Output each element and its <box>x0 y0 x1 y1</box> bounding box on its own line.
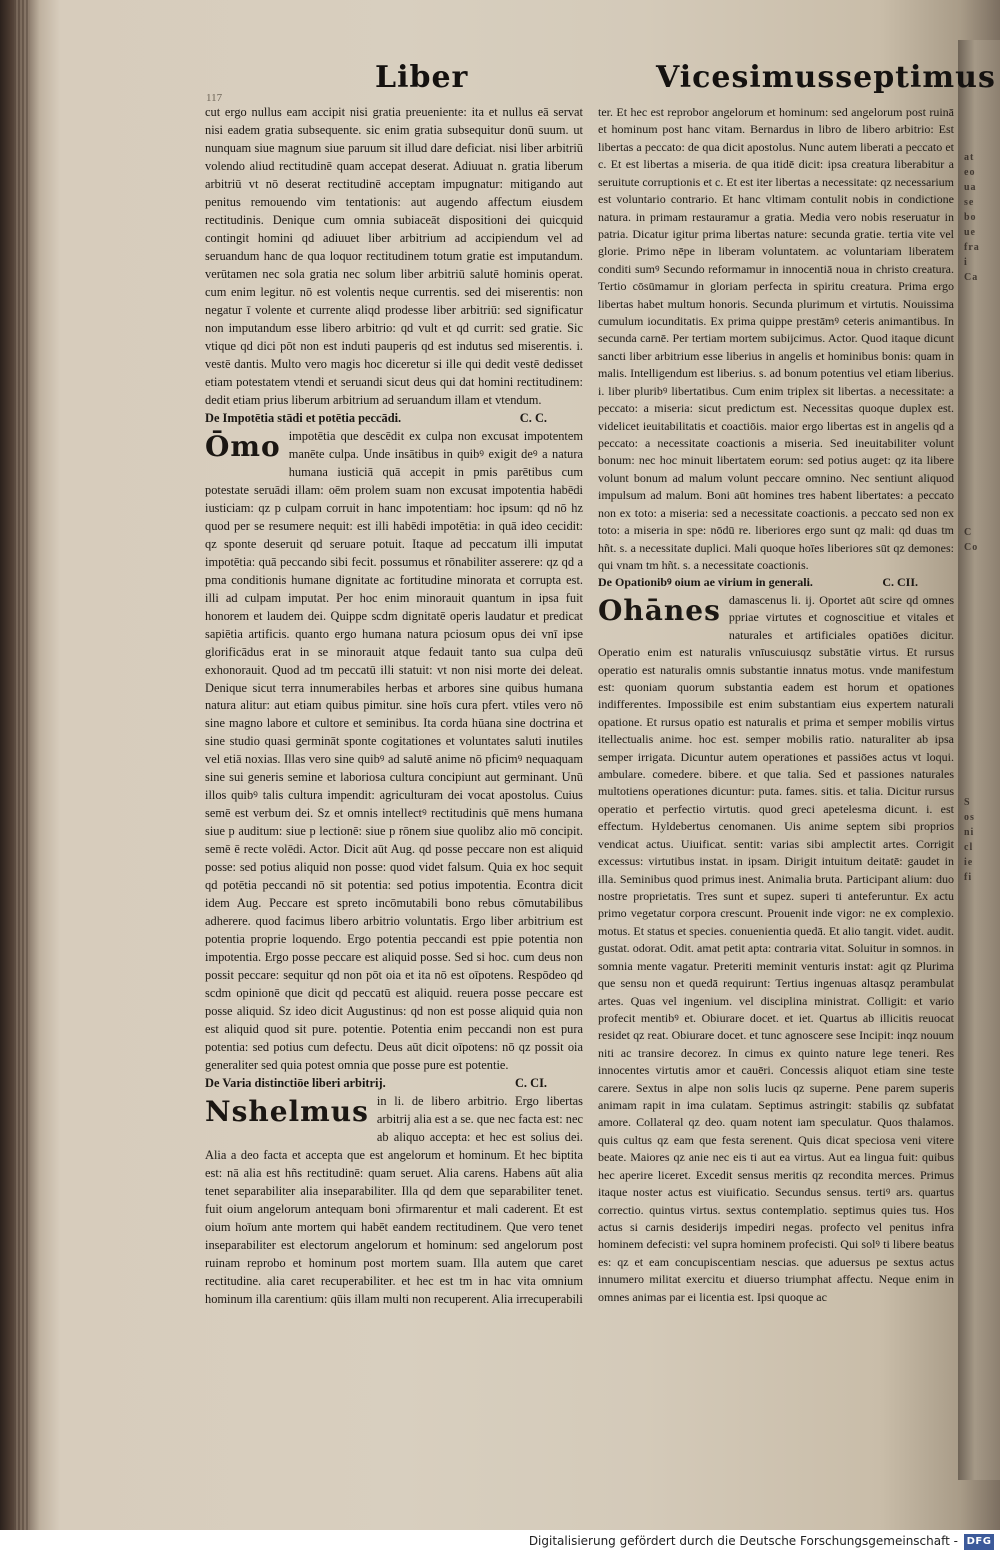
right-text-column <box>598 104 954 1306</box>
dfg-logo[interactable]: DFG <box>964 1534 994 1550</box>
initial-word: Ōmo <box>205 429 281 463</box>
paragraph-body: in li. de libero arbitrio. Ergo libertas arbitrij alia est a se. que nec facta est: nec ab aliquo accepta: et hec est solius dei. Alia a deo facta et accepta que est angelorum et hominum. Et hec biptita est: nā alia est hñs rectitudinē: quam seruet. Alia carens. Habens aūt alia tenet separabiliter alia inseparabiliter. Illa qd dem que separabiliter tenet. fuit oium angelorum antequam boni ɔfirmarentur et mali caderent. Et est oium hoīum ante mortem qui habēt eandem rectitudinem. Que vero tenet inseparabiliter est electorum angelorum et hominum: sed angelorum post ruinam reprobo et hominum post mortem suam. Illa autem que caret rectitudine. alia caret recuperabiliter. et hec est tm in hac vita omnium hominum illa carentium: qūis illam multi non recuperent. Alia irrecuperabili <box>205 1094 583 1306</box>
paragraph-body: damascenus li. ij. Oportet aūt scire qd omnes ppriae virtutes et cognoscitiue et vitales et naturales et artificiales opatiōes dicitur. Operatio enim est naturalis vnīuscuiusqz substātie virtus. Et rursus operatio est naturalis omnis substantie innatus motus. vnde manifestum est: quoniam quorum substantia eadem est horum et opationes indifferentes. Impossibile est enim substantiam eius expertem naturali opatione. Et rursus opatio est naturalis et prima et semper mobilis virtus itellectualis anime. hoc est. semper mobilis ratio. naturaliter ab ipsa semper irrigata. Dicuntur autem operationes et passiōes actus vt loqui. ambulare. comedere. bibere. et que talia. Sed et passiones naturales multotiens operationes dicuntur: puta. fames. sitis. et talia. Dicitur rursus operatio et perfectio virtutis. quod greci apetelesma dicunt. i. est effectum. Hyldebertus cenomanen. Uis anime septem sibi proprios vendicat actus. Uiuificat. sentit: varias sibi amplectit artes. Corrigit excessus: virtutibus instat. in ipsam. Dirigit intuitum deitatē: gaudet in illa. Seminibus quod primus inest. Animalia bruta. Participant alium: duo nostre proprietatis. Tres sunt et supez. superi ti anteferuntur. Ex actu primo vegetatur corpora crescunt. Prouenit inde vigor: ne ex complexio. motus. Et status et species. conuenientia quedā. Et alio tangit. videt. audit. gustat. odorat. Odit. amat petit apta: contraria vitat. Soluitur in somnos. in somnia mente vagatur. Preteriti meminit venturis instat: agit qz Plurima que sensu non et quedā requirunt: Tertius ingenuas altasqz perambulat artes. Quas vel ingenium. vel disciplina ministrat. Colligit: et vario profecit mentibꝰ et. Obiurare docet. et iet. Quartus ab illicitis reuocat residet qz reat. Obiurare docet. et tunc agnoscere sese Incipit: inqz nouum niti ac transire decorez. In cimus ex quinto nature lege teneri. Res innocentes virtutis amor et cauēri. Concessis aliquot etiam sine teste carere. Sextus in alpe non solis lucis qz superne. Pene parem superis animam rapit in ima culatam. Septimus astringit: stabilis qz subfatat amore. Collateral qz deo. quam notent iam speculatur. Quos thalamos. quis cultus qz eam que festa serenent. Quis dicat speciosa veni vitere beate. Maiores qz anie nec eis ti aut ea virtus. Aut ea lingua fuit: quibus hec aperire liceret. Excedit sensus meritis qz recondita merces. Primus itaque noster actus est viuificatio. Secundus sensus. tertiꝰ ars. quartus correctio. quintus virtus. sextus contemplatio. septimus quies tus. Hos actus si carnis desiderijs impediri negas. profecto vel penitus infra hominem defecisti: vel supra hominem profecisti. Qui solꝰ ti libere beatus es: qz et eam concupiscentiam nescias. que aduersus pe sextus actus innumero militat exercitu et diuerso triumphat affectu. Neque enim in omnes animas par ei licentia est. Ipsi quoque ac <box>598 592 954 1304</box>
chapter-rubric-ccii <box>598 574 954 591</box>
footer-separator: - <box>953 1534 958 1548</box>
funding-credit-text: Digitalisierung gefördert durch die Deutsche Forschungsgemeinschaft <box>528 1534 950 1548</box>
rubric-title: De Varia distinctiōe liberi arbitrij. <box>205 1076 386 1091</box>
chapter-rubric-cci <box>205 1075 583 1093</box>
right-paragraph-1: ter. Et hec est reprobor angelorum et hominum: sed angelorum post ruinā et hominum post hanc vitam. Bernardus in libro de libero arbitrio: Est libertas a peccato: de qua dicit apostolus. Nunc autem liberati a peccato et c. Et est libertas a miseria. de qua itidē dicit: ipsa creatura liberabitur a seruitute corruptionis et c. Et est iter libertas a necessitate: qz necessarium est voluntario contrario. Et hanc vltimam contulit nobis in condictione natura. in primam restauramur a gratia. Media vero nobis reseruatur in patria. Dicatur igitur prima libertas nature: secunda gratie. tertia vite vel glorie. Primo nēpe in liberam voluntatem. ac voluntariam liberatem conditi sumꝰ Secundo reformamur in innocentiā noua in christo creatura. Tertio cōsūmamur in gloriam perfecta in spiritu creatura. Prima ergo libertas habet multum honoris. Secunda plurimum et virtutis. Nouissima cumulum iocunditatis. Ex prima quippe prestāmꝰ ceteris animantibus. In secunda carnē. Per tertiam mortem subijcimus. Actor. Quod itaque dicunt sancti liber arbitrium esse liberius in angelis et hominibus bonis: quam in malis. Intelligendum est liberius. s. ad bonum potentius vel etiam liberius. i. liber pluribꝰ libertatibus. Cum enim triplex sit libertas. a necessitate: a peccato: a miseria: sicut predictum est. Necessitas quoque duplex est. videlicet ieuitabilitatis et coactiōis. maior ergo libertas est in angelis qd a peccato: a necessitate coactionis a miseria. Sed ineuitabiliter volunt bonum: nec hoc minuit libertatem eorum: sed potius auget: qz ita libere volunt bonum ad malum volunt peccare omnino. Nec sentiunt aliquod impulsum ad malum. Boni aūt homines tres habent libertates: a peccato non ex toto: a miseria: sed a necessitate coactionis. a peccato sed non ex toto: a miseria in spe: nōdū re. liberiores ergo sunt qz mali: qd duas tm hñt. s. a necessitate duplici. Mali quoque hoīes liberiores sūt qz demones: qui vnam tm hñt. s. a necessitate coactionis. <box>598 105 954 572</box>
rubric-title: De Opationibꝰ oium ae virium in generali. <box>598 575 813 590</box>
running-head-left: Liber <box>375 60 469 95</box>
right-paragraph-2 <box>598 592 954 1306</box>
initial-word: Ohānes <box>598 593 721 627</box>
left-text-column <box>205 104 583 1309</box>
chapter-rubric-cc <box>205 410 583 428</box>
running-head-right: Vicesimusseptimus <box>656 60 996 95</box>
facing-page-fragment: at eo ua se bo ue fra i Ca C Co S os ni cl ie fi <box>964 152 980 883</box>
rubric-title: De Impotētia stādi et potētia peccādi. <box>205 410 402 425</box>
paragraph-body: impotētia que descēdit ex culpa non excusat impotentem manēte culpa. Unde insātibus in quibꝰ exigit deꝰ a natura humana iusticiā quā accepit in pmis parētibus cum potestate seruādi illam: oēm prolem suam non excusat impotentia habēdi iusticiam: qz p culpam corruit in hanc impotentiam: hoc ipsum: qd nō hz quod per se resumere nequit: est illi habēdi impotētia: in quā ideo cecidit: qz sponte deseruit qd seruare potuit. Itaque ad peccatum illi imputat impotētia: quā peccando sibi fecit. possumus et rōnabiliter asserere: qz qd a pma conditionis humane dignitate ac fortitudine minorata et corrupta est. illi ad culpam imputat. Per hoc enim minorauit quantum in ipsa fuit honorem et laudem dei. Quippe scdm dignitatē operis laudatur et predicat sapiētia artificis. quanto ergo humana natura pciosum opus dei vnī ipse glorificādus erat in se minorauit atque fedauit tanto sua culpa deū exhonorauit. Quod ad tm peccatū illi statuit: vt non nisi morte dei deleat. Denique sicut terra innumerabiles herbas et arbores sine quibus humana natura alitur: aut etiam quibus pimitur. sine hoīs cura pfert. vtiles vero nō sine magno labore et cultore et seminibus. Ita corda hūana sine doctrina et sine studio quasi germināt sponte cogitationes et voluntates saluti inutiles vel etiā noxias. Illas vero sine quibꝰ ad salutē anime nō pficimꝰ nequaquam sine sui generis semine et laboriosa cultura concipiunt aut germinant. Unū illos quibꝰ talis cultura impendit: agriculturam dei vocat apostolus. Cuius semē est verbum dei. Sz et omnis intellectꝰ rectitudinis quē mens humana siue p auditum: siue p lectionē: siue p rōnem siue quolibz alio mō concipit. semē ē recte volēdi. Actor. Dicit aūt Aug. qd posse peccare non est aliquid posse: sed potius aliquid non posse: quod videt falsum. Quia ex hoc sequit qd potētia peccandi nō sit potentia: sed potius impotentia. Econtra dicit idem Aug. Peccare est spreto incōmutabili bono rebus cōmutabilibus adherere. quod facimus libero arbitrio voluntatis. Ergo liber arbitrium est potentia proprie loquendo. Ergo potentia peccandi est ppie potentia non impotentia. Ergo posse peccare est aliquid posse. Sed si hoc. cum deus non possit peccare: sequitur qd non pōt oia et ita nō est oīpotens. Respōdeo qd scdm opinionē que dicit qd peccatū est aliquid. reuera posse peccare est posse aliquid. Sz ideo dicit Augustinus: qd non est posse aliquid quia non est aliquid quod sit pure. potentie. Potentia enim peccandi non est pura potentia: sed potius cum defectu. Deus aūt dicit oīpotens: nō qz possit oia generaliter sed quia potest omnia que posse pure est potentie. <box>205 428 583 1073</box>
initial-word: Nshelmus <box>205 1095 369 1129</box>
funding-credit <box>529 1534 958 1548</box>
rubric-number: C. CII. <box>882 575 918 590</box>
rubric-number: C. C. <box>519 410 547 425</box>
left-paragraph-2 <box>205 428 583 1075</box>
folio-mark: 117 <box>206 92 223 104</box>
page-edges <box>14 0 30 1530</box>
left-paragraph-3 <box>205 1093 583 1309</box>
footer-bar <box>0 1530 1000 1554</box>
left-paragraph-1: cut ergo nullus eam accipit nisi gratia preueniente: ita et nullus eā servat nisi eadem gratia subsequente. sic enim gratia subsequitur donū suum. ut nunquam siue magnum siue paruum sit illud dare deficiat. nisi liber arbitriū volendo aliud rectitudinē quam accepat deserat. Adiuuat n. gratia liberum arbitriū vt nō deserat rectitudinē acceptam impugnatur: mitigando aut penitus remouendo vim tentationis: aut augendo affectum eiusdem rectitudinis. Denique cum omnia subiaceāt dispositioni dei quicquid contingit homini qd adiuuet liber arbitrium ad accipiendum vel ad seruandum hanc de qua loquor rectitudinem totum gratie est imputandum. verūtamen nec sola gratia nec solum liber arbitriū salutē hominis operat. cum enim legitur. nō est volentis neque currentis. sed dei miserentis: non negatur ī volente et currente aliqd prodesse liber arbitriū: sed significatur non imputandum esse libero arbitrio: qd vult et qd currit: sed gratie. Sic vtique qd dici pōt non est induti pauperis qd est indutus sed miserentis. i. vestē dantis. Multo vero magis hoc diceretur si ille qui dedit vestē dedisset etiam potestatem vtendi et seruandi sicut deus qui dat homini rectitudinem: dedit etiam prius liberum arbitrium ad seruandum illam et vtendum. <box>205 105 583 407</box>
rubric-number: C. CI. <box>514 1076 547 1091</box>
